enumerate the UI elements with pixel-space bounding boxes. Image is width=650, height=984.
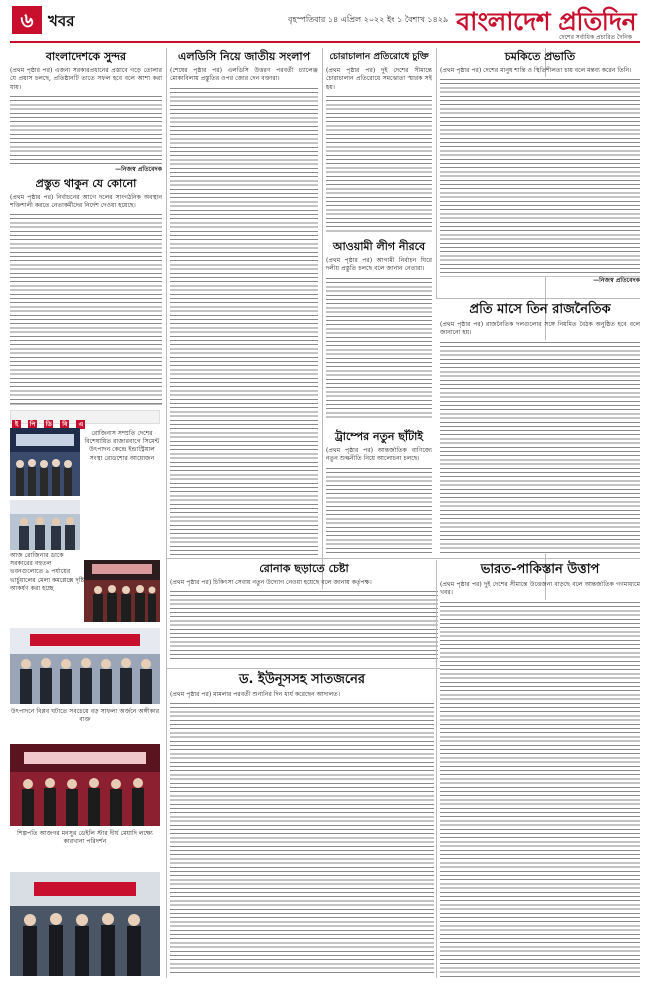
byline: —নিজস্ব প্রতিবেদক xyxy=(115,166,162,174)
date-line: বৃহস্পতিবার ১৪ এপ্রিল ২০২২ ইং ১ বৈশাখ ১৪২৯ xyxy=(288,15,449,24)
photo-event-3 xyxy=(84,560,160,622)
photo-event-4 xyxy=(10,628,160,704)
ad-caption: আজ রোজিনার ডাকে সরকারের বহুতল ভবনগুলোতে ৯ পর্যায়ের ভার্চুয়ালের মেলা কমপ্লেক্সে দৃষ্টি আকর্ষণ করা হচ্ছে xyxy=(10,552,85,592)
article-body xyxy=(440,428,640,554)
article-lead: (প্রথম পৃষ্ঠার পর) নির্বাচনের আগে দলের সাংগঠনিক অবস্থান শক্তিশালী করতে নেতাকর্মীদের নির্দেশ দেওয়া হয়েছে। xyxy=(10,193,162,210)
article-lead: (প্রথম পৃষ্ঠার পর) মামলার পরবর্তী শুনানির দিন ধার্য করেছেন আদালত। xyxy=(170,691,341,698)
ad-strip-letter: ডি xyxy=(45,421,52,428)
ad-strip-letter: বি xyxy=(62,421,68,428)
brand-tagline: দেশের সর্বাধিক প্রচারিত দৈনিক xyxy=(559,34,632,41)
article-yunus xyxy=(170,670,434,978)
section-divider xyxy=(436,298,640,299)
article-lead: (প্রথম পৃষ্ঠার পর) এজন্য সরকারপ্রধানের প্রস্তাবে গড়ে তোলার যে প্রয়াস চলছে, প্রতিষ্ঠানটি তাতে সফল হবে বলে আশা করা যায়। xyxy=(10,67,162,91)
article-awami-league xyxy=(326,238,432,428)
section-divider xyxy=(166,558,640,559)
article-smuggling xyxy=(326,48,432,238)
headline: চমকিতে প্রভাতি xyxy=(504,50,576,63)
ad-strip xyxy=(10,410,160,428)
column-divider xyxy=(436,560,437,978)
article-lead: (প্রথম পৃষ্ঠার পর) আগামী নির্বাচন ঘিরে দলীয় প্রস্তুতি চলছে বলে জানান নেতারা। xyxy=(326,257,432,273)
ad-caption: রোজিনাস সম্প্রতি দেশের বিশেষায়িত রাজারবাগে সিমেন্ট উৎপাদন কেন্দ্রে ইন্ডাস্ট্রিয়াল সংস্থা রোডশোর আয়োজন xyxy=(84,430,160,462)
page-header xyxy=(0,0,650,44)
header-rule xyxy=(10,41,640,43)
column-divider xyxy=(166,48,167,978)
ad-caption: উৎপাদনে বিপ্লব ঘটাতে সবচেয়ে বড় সাফল্য অর্জনে অঙ্গীকার ব্যক্ত xyxy=(10,708,160,724)
article-bangladesh-sundor xyxy=(10,48,162,404)
article-trump xyxy=(326,428,432,558)
article-body xyxy=(170,701,434,973)
ad-photo xyxy=(10,872,160,976)
article-three-political xyxy=(440,300,640,428)
page-number: ৬ xyxy=(12,6,42,34)
article-body xyxy=(440,77,640,277)
ad-photo xyxy=(10,744,160,826)
ad-photo xyxy=(10,500,80,550)
article-lead: (প্রথম পৃষ্ঠার পর) দুই দেশের সীমান্তে চোরাচালান প্রতিরোধে সমঝোতা স্মারক সই হয়। xyxy=(326,67,432,91)
article-chomoki xyxy=(440,48,640,298)
section-name: খবর xyxy=(48,12,75,30)
ad-strip-letter: পি xyxy=(29,421,36,428)
brand-logo: বাংলাদেশ প্রতিদিন xyxy=(456,7,636,36)
article-body xyxy=(440,600,640,978)
article-body xyxy=(170,589,438,661)
headline: ট্রাম্পের নতুন ছাঁটাই xyxy=(334,430,424,443)
article-body xyxy=(326,94,432,234)
article-body xyxy=(440,340,640,428)
article-ronak xyxy=(170,560,438,668)
headline: আওয়ামী লীগ নীরবে xyxy=(332,240,426,253)
article-body xyxy=(326,276,432,421)
photo-event-6 xyxy=(10,872,160,976)
article-lead: (প্রথম পৃষ্ঠার পর) দুই দেশের সীমান্তে উত্তেজনা বাড়ছে বলে আন্তর্জাতিক গণমাধ্যমে খবর। xyxy=(440,581,640,597)
ad-photo xyxy=(10,428,80,496)
section-divider xyxy=(10,404,162,405)
ad-strip-letter: এ xyxy=(76,420,85,429)
photo-event-2 xyxy=(10,500,80,550)
ad-caption: শিল্পপতি আজগর মনসুর ডেইলি স্টার দীর্ঘ মেয়াদি লক্ষ্যে কারখানা পরিদর্শন xyxy=(17,830,153,846)
article-lead: (প্রথম পৃষ্ঠার পর) চিকিৎসা সেবায় নতুন উদ্যোগ নেওয়া হয়েছে বলে জানায় কর্তৃপক্ষ। xyxy=(170,579,372,586)
section-divider xyxy=(166,668,440,669)
byline: —নিজস্ব প্রতিবেদক xyxy=(593,277,640,285)
headline: ভারত-পাকিস্তান উত্তাপ xyxy=(480,562,600,577)
headline: বাংলাদেশকে সুন্দর xyxy=(45,50,127,63)
ad-photo xyxy=(10,628,160,704)
ad-strip-letter: ই xyxy=(12,420,21,429)
article-lead: (প্রথম পৃষ্ঠার পর) দেশের মানুষ শান্তি ও স্থিতিশীলতা চায় বলে মন্তব্য করেন তিনি। xyxy=(440,67,632,74)
article-india-pakistan xyxy=(440,560,640,978)
headline: প্রতি মাসে তিন রাজনৈতিক xyxy=(469,302,611,317)
article-three-political-cont xyxy=(440,428,640,556)
article-body xyxy=(10,212,162,404)
headline: চোরাচালান প্রতিরোধে চুক্তি xyxy=(329,52,429,62)
headline: ড. ইউনূসসহ সাতজনের xyxy=(238,672,366,687)
headline: প্রস্তুত থাকুন যে কোনো xyxy=(35,176,137,190)
article-lead: (প্রথম পৃষ্ঠার পর) রাজনৈতিক দলগুলোর সঙ্গে নিয়মিত বৈঠক অনুষ্ঠিত হবে বলে জানানো হয়। xyxy=(440,321,640,337)
column-divider xyxy=(436,48,437,298)
article-lead: (শেষের পৃষ্ঠার পর) এলডিসি উত্তরণ পরবর্তী চ্যালেঞ্জ মোকাবিলায় প্রস্তুতির ওপর জোর দেন বক্তারা। xyxy=(170,67,318,83)
article-body xyxy=(10,94,162,166)
headline: এলডিসি নিয়ে জাতীয় সংলাপ xyxy=(177,50,311,63)
column-divider xyxy=(322,48,323,608)
headline: রোনাক ছড়াতে চেষ্টা xyxy=(259,562,349,575)
ad-photo xyxy=(84,560,160,622)
article-ldc xyxy=(170,48,318,558)
article-lead: (প্রথম পৃষ্ঠার পর) আন্তর্জাতিক বাণিজ্যে নতুন শুল্কনীতি নিয়ে আলোচনা চলছে। xyxy=(326,447,432,463)
photo-event-1 xyxy=(10,428,80,496)
article-body xyxy=(170,86,318,556)
photo-event-5 xyxy=(10,744,160,826)
article-body xyxy=(326,466,432,556)
